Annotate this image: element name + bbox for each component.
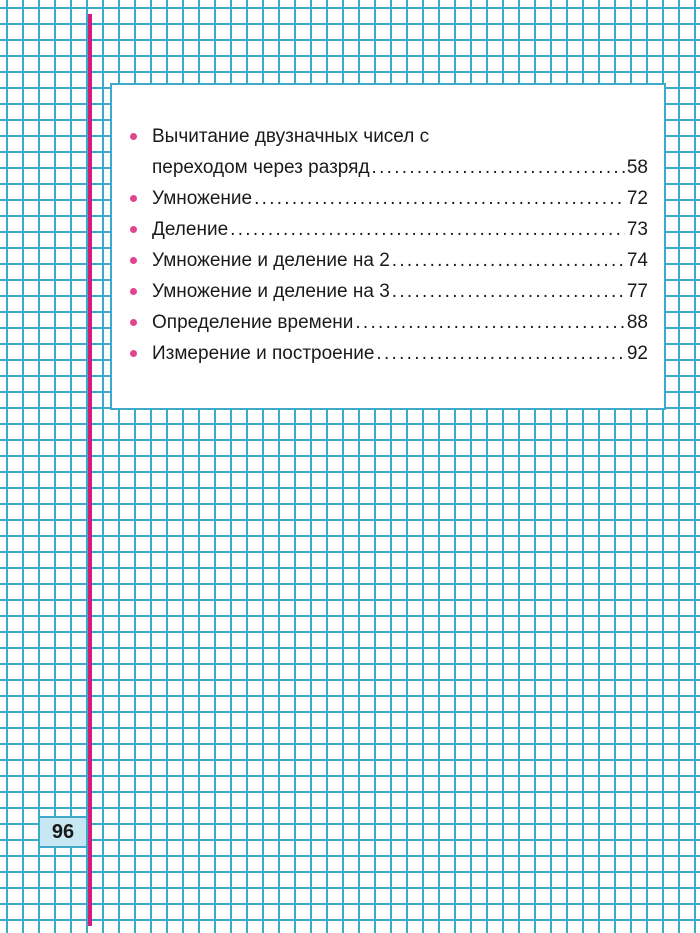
toc-item-title: переходом через разряд (152, 157, 370, 178)
bullet-icon (130, 257, 137, 264)
toc-item-title: Умножение (152, 188, 253, 209)
toc-item-title: Измерение и построение (152, 343, 375, 364)
bullet-icon (130, 195, 137, 202)
toc-item[interactable] (128, 276, 648, 307)
toc-item-title: Умножение и деление на 2 (152, 250, 390, 271)
page-number: 96 (38, 816, 88, 848)
dot-leader (392, 245, 625, 276)
dot-leader (230, 214, 625, 245)
toc-item[interactable] (128, 307, 648, 338)
toc-item-title-line1: Вычитание двузначных чисел с (152, 126, 430, 147)
margin-line (88, 14, 92, 926)
toc-item-title: Умножение и деление на 3 (152, 281, 390, 302)
bullet-icon (130, 226, 137, 233)
bullet-icon (130, 288, 137, 295)
toc-item-page: 92 (626, 343, 648, 364)
toc-item[interactable] (128, 183, 648, 214)
toc-item[interactable] (128, 121, 648, 183)
toc-item-title: Определение времени (152, 312, 354, 333)
toc-item-page: 88 (626, 312, 648, 333)
toc-item-title: Деление (152, 219, 229, 240)
table-of-contents (110, 83, 666, 410)
dot-leader (355, 307, 624, 338)
toc-item-page: 73 (626, 219, 648, 240)
toc-item-page: 58 (626, 157, 648, 178)
toc-item[interactable] (128, 338, 648, 369)
bullet-icon (130, 133, 137, 140)
toc-item-page: 72 (626, 188, 648, 209)
toc-item-page: 77 (626, 281, 648, 302)
toc-item[interactable] (128, 245, 648, 276)
bullet-icon (130, 319, 137, 326)
toc-list (128, 121, 648, 369)
toc-item-page: 74 (626, 250, 648, 271)
dot-leader (254, 183, 625, 214)
dot-leader (376, 338, 624, 369)
dot-leader (372, 152, 625, 183)
toc-item[interactable] (128, 214, 648, 245)
bullet-icon (130, 350, 137, 357)
dot-leader (392, 276, 625, 307)
